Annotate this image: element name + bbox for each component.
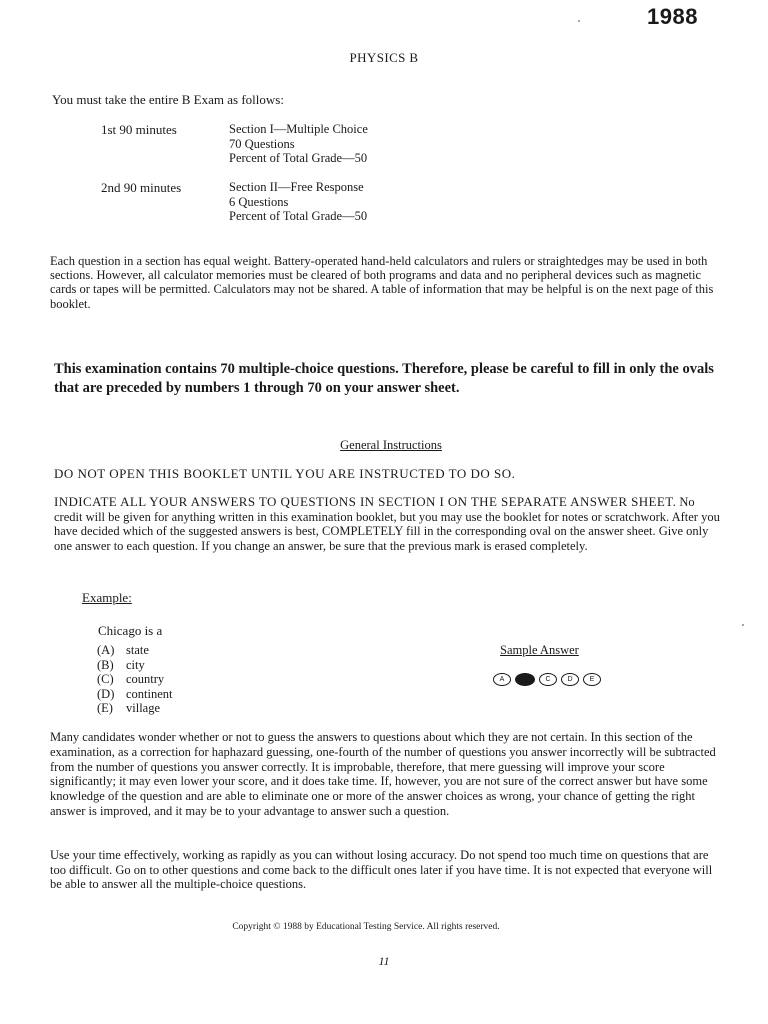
section-2-weight: Percent of Total Grade—50 — [229, 209, 368, 223]
example-question: Chicago is a — [98, 623, 163, 638]
copyright-notice: Copyright © 1988 by Educational Testing Service. All rights reserved. — [232, 922, 500, 932]
choice-d — [97, 687, 173, 702]
section-2-time: 2nd 90 minutes — [101, 180, 182, 195]
oval-c: C — [539, 673, 557, 686]
exam-year: 1988 — [647, 4, 698, 29]
intro-text: You must take the entire B Exam as follows: — [52, 92, 284, 107]
choice-text: country — [126, 672, 165, 687]
answer-instructions-body: No credit will be given for anything written in this examination booklet, but you may use the booklet for notes or scratchwork. After you have decided which of the suggested answers is best, COMPLETELY fill in the corresponding oval on the answer sheet. Give only one answer to each question. If you change an answer, be sure that the previous mark is erased completely. — [54, 495, 720, 553]
answer-instructions-paragraph — [54, 495, 726, 553]
equipment-paragraph: Each question in a section has equal weight. Battery-operated hand-held calculators and rulers or straightedges may be used in both sections. However, all calculator memories must be cleared of both programs and data and no peripheral devices such as magnetic cards or tapes will be permitted. Calculators may not be shared. A table of information that may be helpful is on the next page of this booklet. — [50, 254, 714, 311]
choice-letter: (C) — [97, 672, 114, 687]
choice-letter: (A) — [97, 643, 115, 657]
choice-text: continent — [126, 686, 173, 701]
choice-text: state — [126, 643, 149, 657]
choice-letter: (B) — [97, 657, 114, 672]
choice-text: village — [126, 701, 161, 716]
choice-text: city — [126, 657, 145, 672]
oval-b: B — [515, 673, 535, 686]
choice-c — [97, 672, 173, 687]
choice-e — [97, 701, 173, 716]
choice-letter: (D) — [97, 686, 115, 701]
choice-b — [97, 658, 173, 673]
answer-instructions-caps: INDICATE ALL YOUR ANSWERS TO QUESTIONS IN SECTION I ON THE SEPARATE ANSWER SHEET. — [54, 494, 677, 509]
section-1-questions: 70 Questions — [229, 136, 295, 151]
scan-speck — [578, 20, 580, 22]
section-1-name: Section I—Multiple Choice — [229, 122, 368, 136]
exam-title: PHYSICS B — [349, 50, 419, 65]
section-1-time: 1st 90 minutes — [101, 122, 177, 137]
oval-e: E — [583, 673, 601, 686]
section-1-details — [229, 122, 368, 166]
section-1-weight: Percent of Total Grade—50 — [229, 151, 368, 165]
time-management-paragraph: Use your time effectively, working as rapidly as you can without losing accuracy. Do not spend too much time on questions that are too difficult. Go on to other questions and come back to the difficult ones later if you have time. It is not expected that everyone will be able to answer all the multiple-choice questions. — [50, 848, 713, 892]
warning-notice: This examination contains 70 multiple-choice questions. Therefore, please be careful to fill in only the ovals that are preceded by numbers 1 through 70 on your answer sheet. — [54, 361, 714, 396]
scan-speck — [742, 624, 744, 626]
example-label: Example: — [82, 590, 132, 605]
section-2-details — [229, 180, 367, 224]
choice-letter: (E) — [97, 701, 113, 716]
sample-answer-ovals — [493, 673, 601, 686]
choice-a — [97, 643, 173, 658]
guessing-paragraph: Many candidates wonder whether or not to guess the answers to questions about which they are not certain. In this section of the examination, as a correction for haphazard guessing, one-fourth of the number of questions you answer incorrectly will be subtracted from the number of questions you answer correctly. It is improbable, therefore, that mere guessing will improve your score significantly; it may even lower your score, and it does take time. If, however, you are not sure of the correct answer but have some knowledge of the question and are able to eliminate one or more of the answer choices as wrong, your chance of getting the right answer is improved, and it may be to your advantage to answer such a question. — [50, 730, 716, 818]
general-instructions-heading: General Instructions — [340, 438, 442, 452]
oval-d: D — [561, 673, 579, 686]
oval-a: A — [493, 673, 511, 686]
section-2-name: Section II—Free Response — [229, 180, 364, 194]
section-2-questions: 6 Questions — [229, 194, 289, 209]
do-not-open-notice: DO NOT OPEN THIS BOOKLET UNTIL YOU ARE INSTRUCTED TO DO SO. — [54, 466, 516, 481]
page-number: 11 — [378, 954, 390, 968]
sample-answer-label: Sample Answer — [500, 643, 579, 657]
example-choices — [97, 643, 173, 716]
